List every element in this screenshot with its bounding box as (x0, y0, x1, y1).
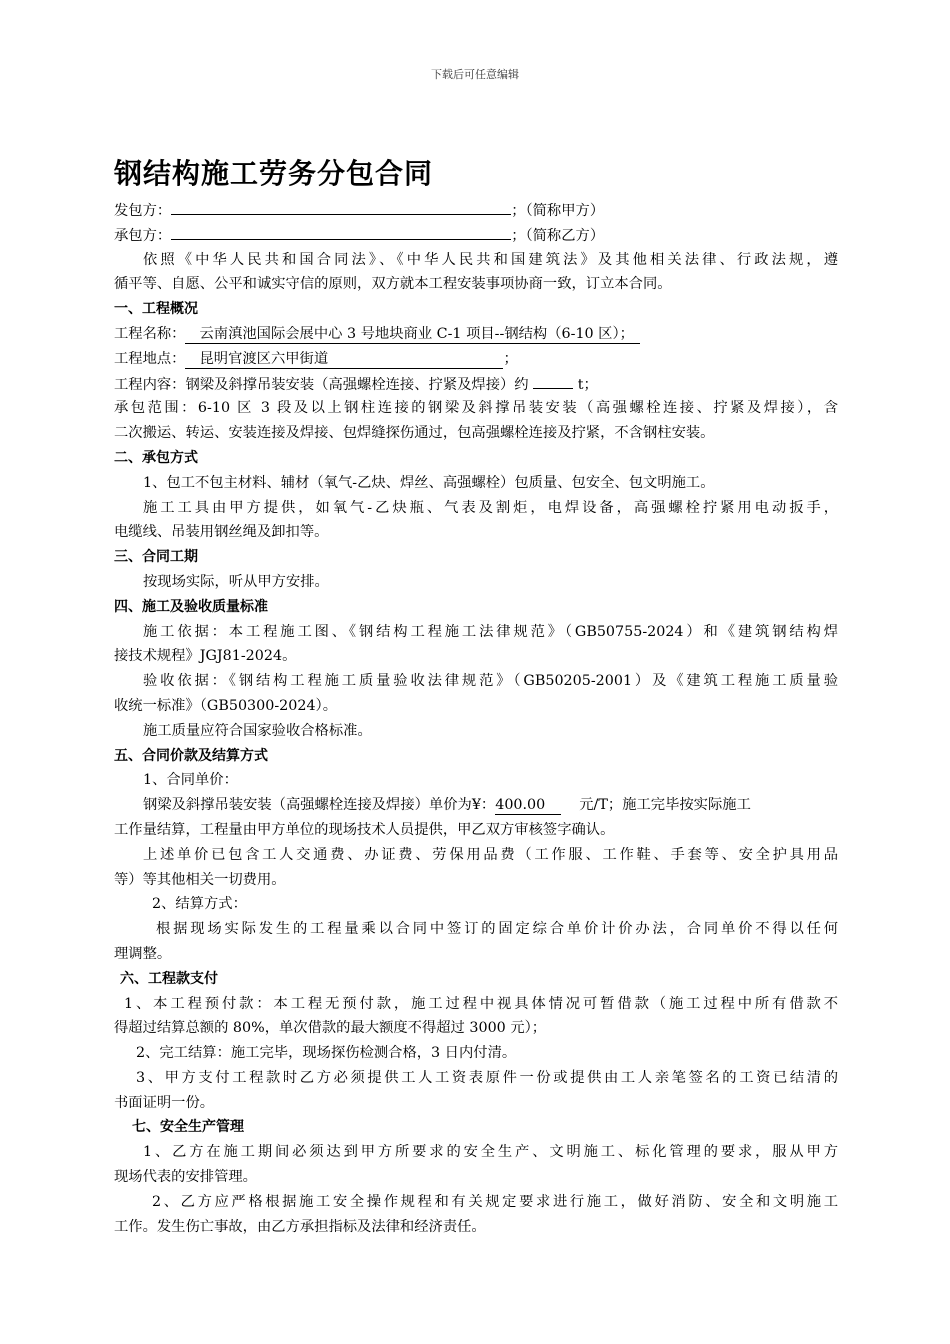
unit-price-value: 400.00 (495, 796, 561, 815)
s5-included-line-2: 等）等其他相关一切费用。 (114, 871, 286, 888)
contractor-label: 承包方： (114, 227, 172, 244)
s5-sub2: 2、结算方式： (152, 896, 247, 913)
s6-p1-line-2: 得超过结算总额的 80%，单次借款的最大额度不得超过 3000 元）； (114, 1020, 547, 1037)
price-prefix: 钢梁及斜撑吊装安装（高强螺栓连接及焊接）单价为¥： (143, 797, 496, 814)
s4-acceptance-line-2: 收统一标准》（GB50300-2024）。 (114, 697, 337, 714)
s4-acceptance-line-1: 验收依据：《钢结构工程施工质量验收法律规范》（GB50205-2001）及《建筑工程施工质量验 (143, 673, 838, 690)
s6-p3-line-2: 书面证明一份。 (114, 1094, 215, 1111)
project-content-line (114, 372, 838, 397)
s6-p3-line-1: 3、甲方支付工程款时乙方必须提供工人工资表原件一份或提供由工人亲笔签名的工资已结清的 (136, 1069, 838, 1086)
employer-suffix: ；（简称甲方） (511, 203, 605, 219)
scope-line-2: 二次搬运、转运、安装连接及焊接、包焊缝探伤通过，包高强螺栓连接及拧紧，不含钢柱安装。 (114, 425, 715, 442)
section-2-heading: 二、承包方式 (114, 449, 198, 466)
contractor-line (114, 223, 838, 248)
project-site-label: 工程地点： (114, 350, 186, 367)
s4-basis-line-1: 施工依据：本工程施工图、《钢结构工程施工法律规范》（GB50755-2024）和《建筑钢结构焊 (143, 623, 838, 640)
section-5-heading: 五、合同价款及结算方式 (114, 747, 268, 764)
employer-label: 发包方： (114, 203, 172, 219)
s7-p1-line-1: 1、乙方在施工期间必须达到甲方所要求的安全生产、文明施工、标化管理的要求，服从甲方 (143, 1144, 838, 1161)
contractor-blank[interactable] (171, 223, 511, 240)
section-1-heading: 一、工程概况 (114, 301, 198, 318)
project-site-suffix: ； (503, 350, 518, 367)
s4-basis-line-2: 接技术规程》JGJ81-2024。 (114, 648, 297, 665)
project-name-label: 工程名称： (114, 325, 186, 342)
project-content-suffix: t； (577, 376, 598, 393)
project-content-label: 工程内容：钢梁及斜撑吊装安装（高强螺栓连接、拧紧及焊接）约 (114, 376, 529, 393)
scope-line-1: 承包范围：6-10 区 3 段及以上钢柱连接的钢梁及斜撑吊装安装（高强螺栓连接、拧紧及焊接），含 (114, 400, 838, 417)
intro-line-2: 循平等、自愿、公平和诚实守信的原则，双方就本工程安装事项协商一致，订立本合同。 (114, 276, 672, 293)
s2-p1: 1、包工不包主材料、辅材（氧气-乙炔、焊丝、高强螺栓）包质量、包安全、包文明施工。 (143, 474, 715, 491)
project-site-line (114, 347, 838, 372)
s5-sub1: 1、合同单价： (143, 772, 238, 789)
section-7-heading: 七、安全生产管理 (132, 1119, 244, 1136)
section-3-heading: 三、合同工期 (114, 549, 198, 566)
section-6-heading: 六、工程款支付 (120, 970, 218, 987)
s5-settle-line-1: 根据现场实际发生的工程量乘以合同中签订的固定综合单价计价办法，合同单价不得以任何 (156, 921, 838, 938)
employer-line (114, 198, 838, 223)
contractor-suffix: ；（简称乙方） (511, 227, 605, 244)
s2-p2-line-2: 电缆线、吊装用钢丝绳及卸扣等。 (114, 524, 329, 541)
project-name-value: 云南滇池国际会展中心 3 号地块商业 C-1 项目--钢结构（6-10 区）； (185, 325, 639, 344)
s5-price-line (114, 793, 838, 818)
tonnage-blank[interactable] (533, 372, 573, 389)
s7-p1-line-2: 现场代表的安排管理。 (114, 1169, 257, 1186)
page-header: 下载后可任意编辑 (431, 68, 519, 81)
document-title: 钢结构施工劳务分包合同 (114, 157, 434, 190)
s5-price-line-2: 工作量结算，工程量由甲方单位的现场技术人员提供，甲乙双方审核签字确认。 (114, 821, 615, 838)
contract-body (114, 198, 838, 1239)
s5-settle-line-2: 理调整。 (114, 945, 172, 962)
s6-p1-line-1: 1、本工程预付款：本工程无预付款，施工过程中视具体情况可暂借款（施工过程中所有借款不 (124, 995, 838, 1012)
s4-quality: 施工质量应符合国家验收合格标准。 (143, 722, 372, 739)
price-suffix: 元/T；施工完毕按实际施工 (579, 797, 751, 814)
s7-p2-line-1: 2、乙方应严格根据施工安全操作规程和有关规定要求进行施工，做好消防、安全和文明施工 (152, 1193, 838, 1210)
project-site-value: 昆明官渡区六甲街道 (185, 350, 503, 369)
section-4-heading: 四、施工及验收质量标准 (114, 598, 268, 615)
s2-p2-line-1: 施工工具由甲方提供，如氧气-乙炔瓶、气表及割炬，电焊设备，高强螺栓拧紧用电动扳手， (143, 499, 838, 516)
s6-p2: 2、完工结算：施工完毕，现场探伤检测合格，3 日内付清。 (136, 1045, 517, 1062)
s5-included-line-1: 上述单价已包含工人交通费、办证费、劳保用品费（工作服、工作鞋、手套等、安全护具用品 (143, 846, 838, 863)
intro-line-1: 依照《中华人民共和国合同法》、《中华人民共和国建筑法》及其他相关法律、行政法规，遵 (143, 251, 838, 268)
s3-p1: 按现场实际，听从甲方安排。 (143, 573, 329, 590)
s7-p2-line-2: 工作。发生伤亡事故，由乙方承担指标及法律和经济责任。 (114, 1218, 486, 1235)
employer-blank[interactable] (171, 198, 511, 215)
project-name-line (114, 322, 838, 347)
